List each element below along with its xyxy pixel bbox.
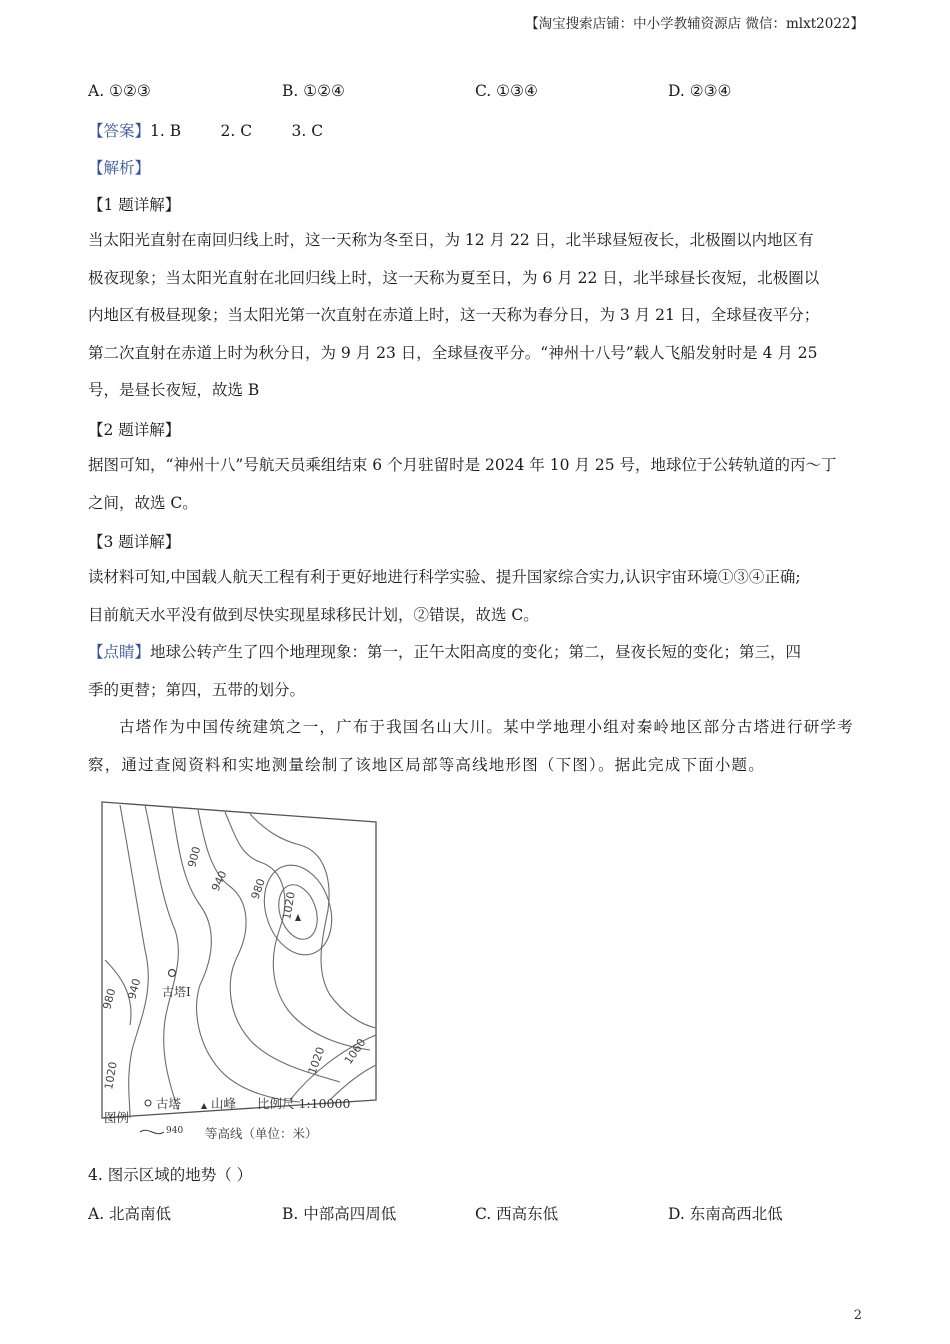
pointer-tag: 【点睛】 xyxy=(88,643,151,661)
peak-marker xyxy=(295,914,301,921)
q3-option-c: C. ①③④ xyxy=(475,82,538,100)
intro-line-2: 察，通过查阅资料和实地测量绘制了该地区局部等高线地形图（下图）。据此完成下面小题。 xyxy=(88,755,765,774)
legend-title: 图例 xyxy=(104,1110,130,1125)
legend-contour-sample: 940 xyxy=(166,1126,184,1136)
contour-label: 980 xyxy=(248,876,269,902)
answer-line xyxy=(88,119,323,141)
contour-lines xyxy=(105,805,376,1118)
detail1-line: 当太阳光直射在南回归线上时，这一天称为冬至日，为 12 月 22 日，北半球昼短夜长，北极圈以内地区有 xyxy=(88,231,814,249)
intro-line-1: 古塔作为中国传统建筑之一，广布于我国名山大川。某中学地理小组对秦岭地区部分古塔进行研学考 xyxy=(119,718,854,736)
pointer-line-1 xyxy=(88,634,860,672)
answer-text: 1. B 2. C 3. C xyxy=(150,122,324,140)
detail2-line: 之间，故选 C。 xyxy=(88,493,198,512)
contour-map xyxy=(100,800,380,1145)
contour-label: 1020 xyxy=(102,1060,120,1091)
page-number: 2 xyxy=(853,1308,862,1323)
detail3-line: 读材料可知,中国载人航天工程有利于更好地进行科学实验、提升国家综合实力,认识宇宙环境①③④正确; xyxy=(88,568,801,586)
legend-peak-icon xyxy=(201,1103,207,1109)
legend-tower-icon xyxy=(145,1100,151,1106)
q4-option-a: A. 北高南低 xyxy=(88,1205,172,1223)
detail2-body xyxy=(88,447,860,522)
analysis-tag: 【解析】 xyxy=(88,159,151,177)
legend-contour-icon xyxy=(140,1130,164,1133)
detail1-line: 号，是昼长夜短，故选 B xyxy=(88,381,260,399)
q3-option-a: A. ①②③ xyxy=(88,82,151,100)
legend-tower: 古塔 xyxy=(156,1096,182,1111)
answer-tag: 【答案】 xyxy=(88,122,151,140)
legend-scale: 比例尺 1:10000 xyxy=(257,1096,351,1111)
pointer-text-1: 地球公转产生了四个地理现象：第一，正午太阳高度的变化；第二，昼夜长短的变化；第三，四 xyxy=(150,643,802,661)
intro-block xyxy=(88,709,860,784)
q4-option-c: C. 西高东低 xyxy=(475,1205,559,1223)
page-header: 【淘宝搜索店铺：中小学教辅资源店 微信：mlxt2022】 xyxy=(525,16,864,32)
detail1-body xyxy=(88,222,860,410)
tower-marker xyxy=(169,970,176,977)
detail2-line: 据图可知，“神州十八”号航天员乘组结束 6 个月驻留时是 2024 年 10 月 25 号，地球位于公转轨道的丙～丁 xyxy=(88,456,837,474)
q4-option-b: B. 中部高四周低 xyxy=(282,1205,397,1223)
pointer-line-2: 季的更替；第四，五带的划分。 xyxy=(88,680,306,699)
contour-label: 980 xyxy=(100,987,119,1011)
detail3-title: 【3 题详解】 xyxy=(88,533,181,551)
contour-label: 1020 xyxy=(305,1045,328,1077)
contour-label: 940 xyxy=(208,868,230,894)
map-frame xyxy=(102,802,376,1118)
detail2-title: 【2 题详解】 xyxy=(88,421,181,439)
tower-label: 古塔Ⅰ xyxy=(162,985,191,999)
detail1-line: 极夜现象；当太阳光直射在北回归线上时，这一天称为夏至日，为 6 月 22 日，北半球昼长夜短，北极圈以 xyxy=(88,268,820,287)
legend-peak: 山峰 xyxy=(211,1096,237,1111)
q3-option-b: B. ①②④ xyxy=(282,82,345,100)
legend-contour: 等高线（单位：米） xyxy=(205,1126,318,1141)
q4-stem: 4. 图示区域的地势（ ） xyxy=(88,1166,253,1184)
detail1-title: 【1 题详解】 xyxy=(88,196,181,214)
detail3-body xyxy=(88,559,860,634)
q4-option-d: D. 东南高西北低 xyxy=(668,1205,783,1223)
detail3-line: 目前航天水平没有做到尽快实现星球移民计划，②错误，故选 C。 xyxy=(88,605,539,624)
detail1-line: 内地区有极昼现象；当太阳光第一次直射在赤道上时，这一天称为春分日，为 3 月 21 日，全球昼夜平分； xyxy=(88,306,820,324)
pointer-block xyxy=(88,634,860,709)
q3-option-d: D. ②③④ xyxy=(668,82,732,100)
detail1-line: 第二次直射在赤道上时为秋分日，为 9 月 23 日，全球昼夜平分。“神州十八号”载人飞船发射时是 4 月 25 xyxy=(88,343,818,362)
contour-label: 940 xyxy=(125,977,144,1001)
contour-label: 1060 xyxy=(341,1036,369,1067)
contour-label: 900 xyxy=(185,845,204,869)
map-legend xyxy=(104,1096,350,1141)
contour-label: 1020 xyxy=(280,890,298,921)
